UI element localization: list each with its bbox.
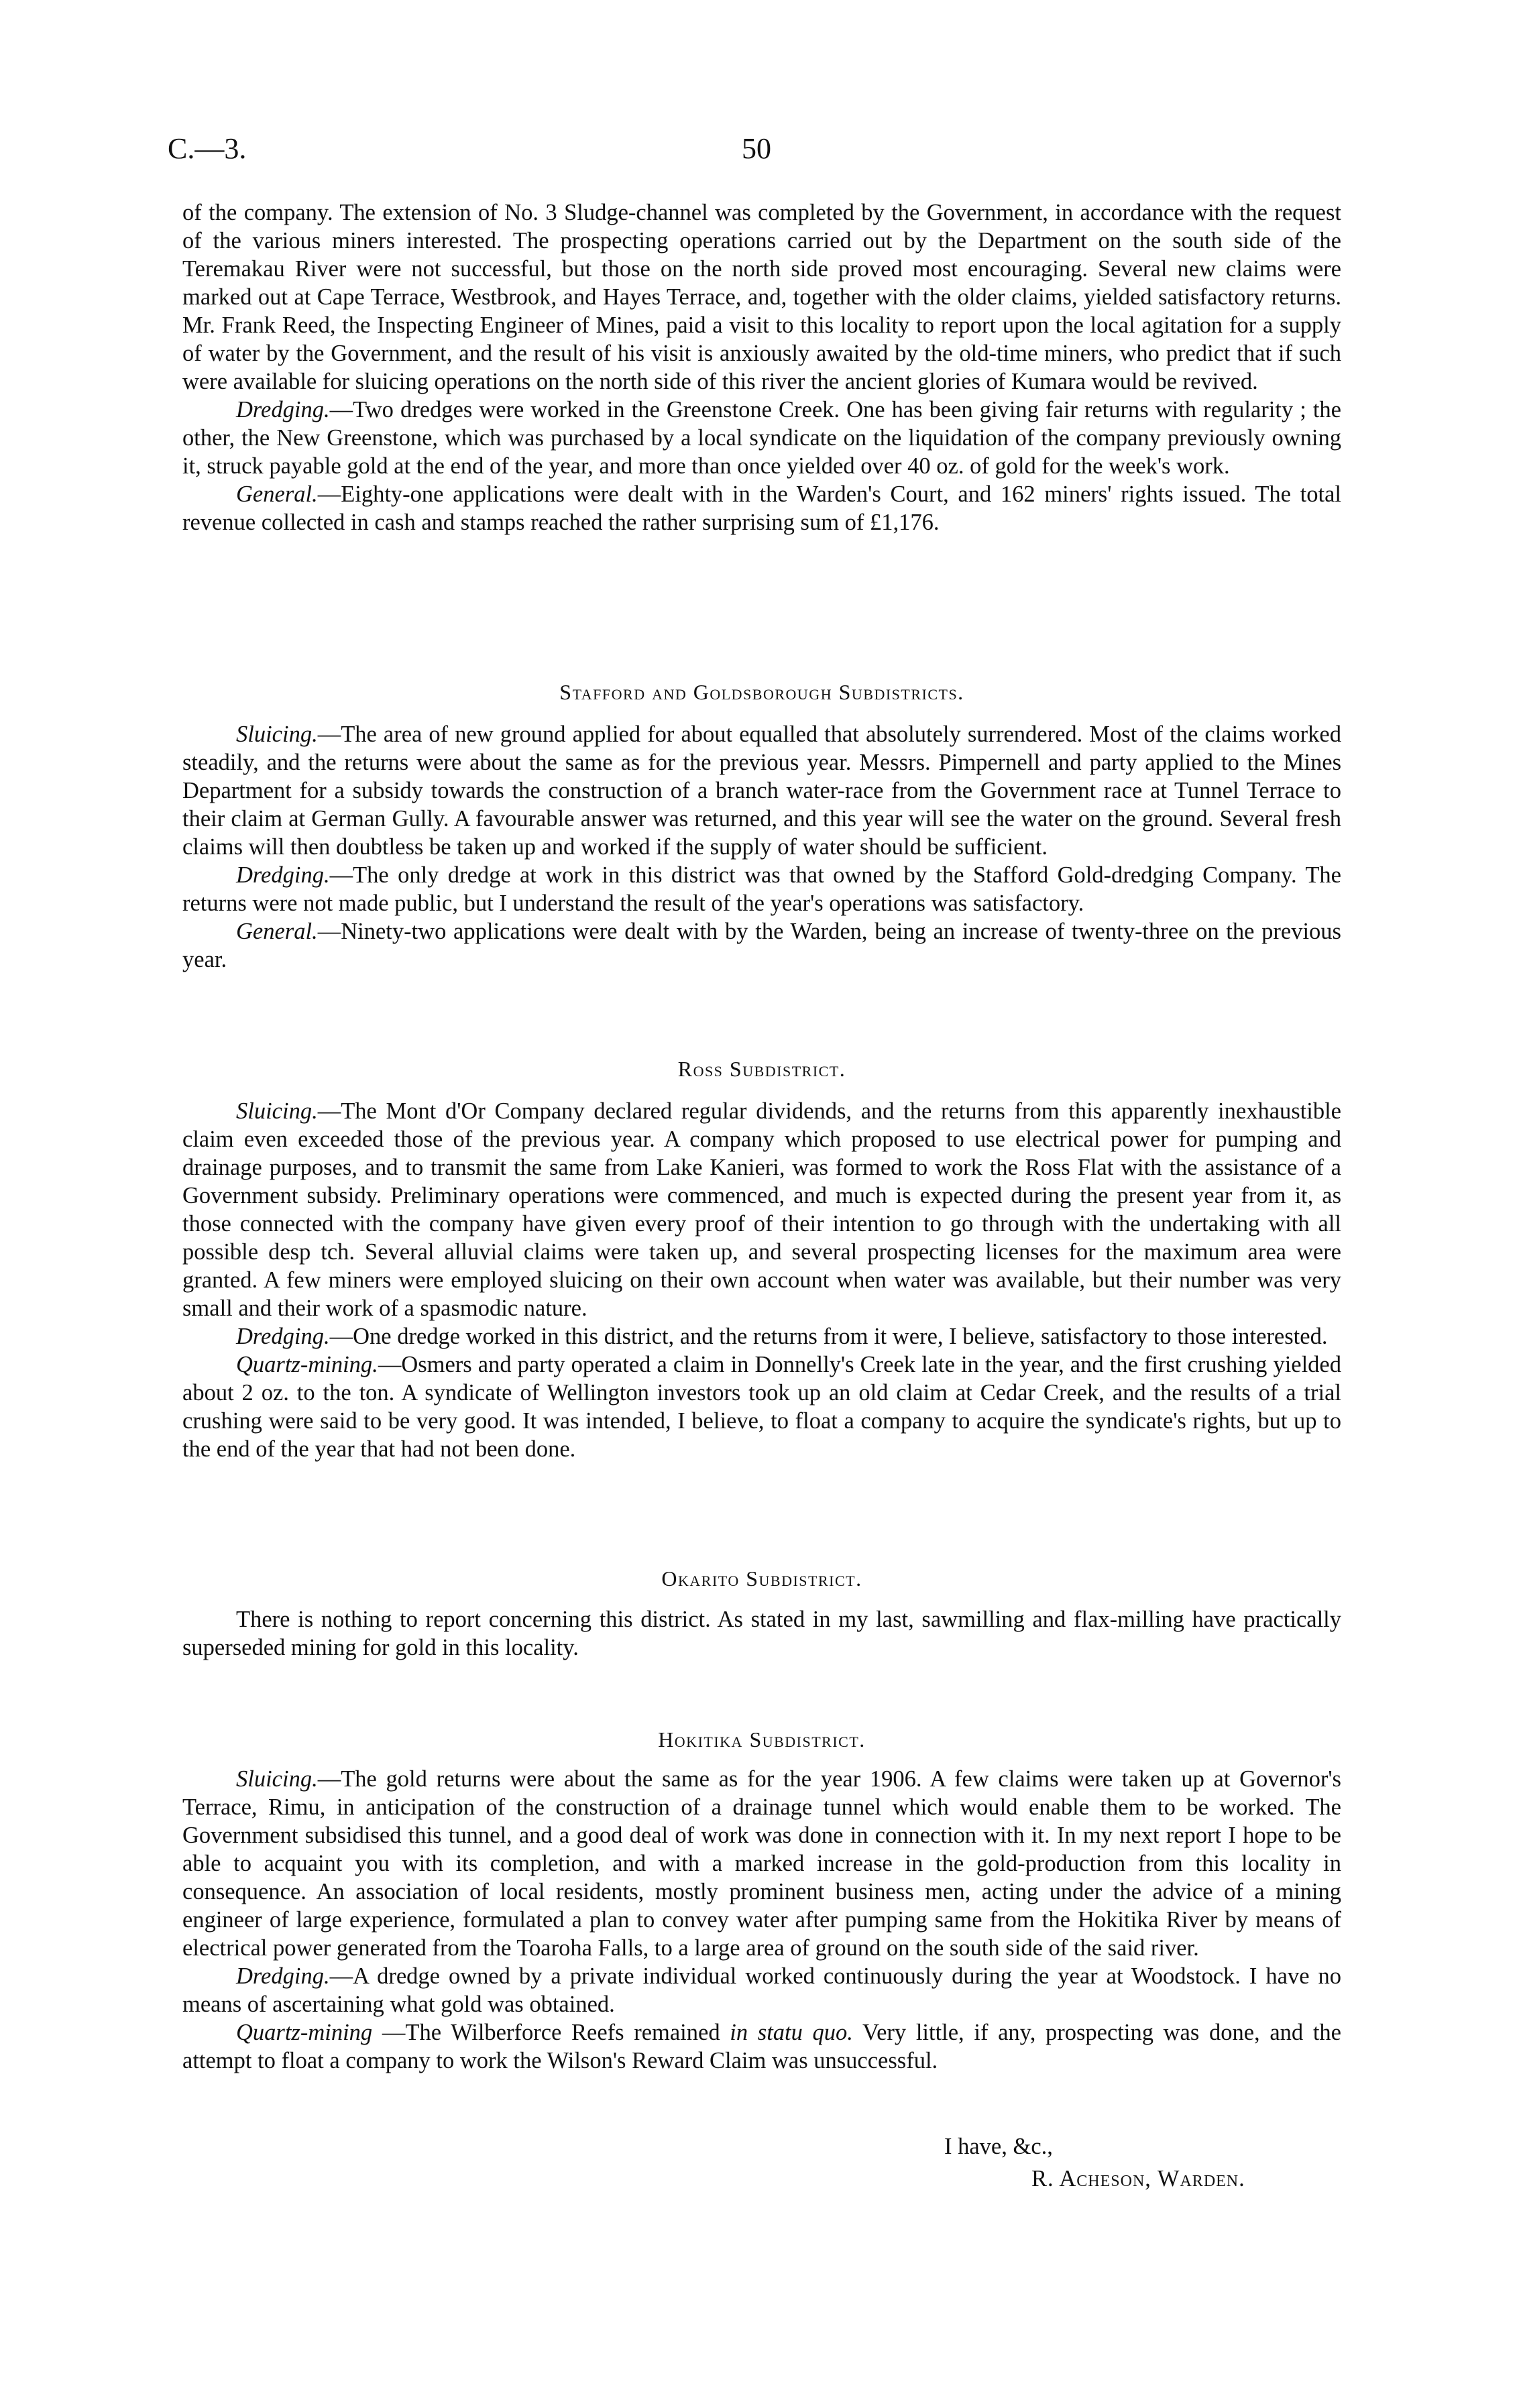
general-label: General.	[236, 919, 318, 944]
stafford-sluicing-paragraph	[182, 720, 1341, 861]
quartz-mining-text: —Osmers and party operated a claim in Donnelly's Creek late in the year, and the first crushing yielded about 2 oz. to the ton. A syndicate of Wellington investors took up an old claim at Cedar Creek, and the results of a trial crushing were said to be very good. It was intended, I believe, to float a company to acquire the syndicate's rights, but up to the end of the year that had not been done.	[182, 1352, 1341, 1462]
ross-sluicing-paragraph	[182, 1097, 1341, 1322]
stafford-section-title: Stafford and Goldsborough Subdistricts.	[559, 680, 964, 704]
intro-section	[182, 198, 1341, 536]
dredging-text: —Two dredges were worked in the Greenstone Creek. One has been giving fair returns with regularity ; the other, the New Greenstone, which was purchased by a local syndicate on the liquidation of the company previously owning it, struck payable gold at the end of the year, and more than once yielded over 40 oz. of gold for the week's work.	[182, 397, 1341, 479]
general-label: General.	[236, 481, 318, 507]
dredging-text: —A dredge owned by a private individual worked continuously during the year at Woodstock. I have no means of ascertaining what gold was obtained.	[182, 1963, 1341, 2017]
okarito-paragraph: There is nothing to report concerning this district. As stated in my last, sawmilling and flax-milling have practically superseded mining for gold in this locality.	[182, 1607, 1341, 1660]
ross-section	[182, 1097, 1341, 1463]
document-code: C.—3.	[168, 132, 247, 165]
sluicing-text: —The gold returns were about the same as for the year 1906. A few claims were taken up at Governor's Terrace, Rimu, in anticipation of the construction of a drainage tunnel which would enable them to be worked. The Government subsidised this tunnel, and a good deal of work was done in connection with it. In my next report I hope to be able to acquaint you with its completion, and with a marked increase in the gold-production from this locality in consequence. An association of local residents, mostly prominent business men, acting under the advice of a mining engineer of large experience, formulated a plan to convey water after pumping same from the Hokitika River by means of electrical power generated from the Toaroha Falls, to a large area of ground on the south side of the said river.	[182, 1766, 1341, 1961]
page-number: 50	[742, 132, 771, 165]
stafford-dredging-paragraph	[182, 861, 1341, 917]
ross-quartz-paragraph	[182, 1351, 1341, 1463]
dredging-label: Dredging.	[236, 397, 330, 422]
signature-name: R. Acheson, Warden.	[1031, 2166, 1245, 2191]
hokitika-quartz-paragraph	[182, 2018, 1341, 2075]
sluicing-text: —The area of new ground applied for about equalled that absolutely surrendered. Most of the claims worked steadily, and the returns were about the same as for the previous year. Messrs. Pimpernell and party applied to the Mines Department for a subsidy towards the construction of a branch water-race from the Government race at Tunnel Terrace to their claim at German Gully. A favourable answer was returned, and this year will see the water on the ground. Several fresh claims will then doubtless be taken up and worked if the supply of water should be sufficient.	[182, 722, 1341, 860]
dredging-text: —One dredge worked in this district, and the returns from it were, I believe, satisfactory to those interested.	[329, 1324, 1328, 1349]
hokitika-section	[182, 1765, 1341, 2075]
stafford-general-paragraph	[182, 917, 1341, 974]
dredging-text: —The only dredge at work in this district was that owned by the Stafford Gold-dredging Company. The returns were not made public, but I understand the result of the year's operations was satisfactory.	[182, 862, 1341, 916]
quartz-mining-label: Quartz-mining.	[236, 1352, 378, 1377]
hokitika-section-title: Hokitika Subdistrict.	[658, 1727, 866, 1752]
okarito-section	[182, 1605, 1341, 1662]
quartz-mining-italic: in statu quo.	[730, 2020, 853, 2045]
quartz-mining-label: Quartz-mining	[236, 2020, 373, 2045]
stafford-section	[182, 720, 1341, 974]
dredging-label: Dredging.	[236, 862, 330, 888]
hokitika-sluicing-paragraph	[182, 1765, 1341, 1962]
ross-dredging-paragraph	[182, 1322, 1341, 1351]
intro-general-paragraph	[182, 480, 1341, 536]
sluicing-label: Sluicing.	[236, 1766, 318, 1792]
intro-dredging-paragraph	[182, 396, 1341, 480]
okarito-section-title: Okarito Subdistrict.	[661, 1566, 862, 1591]
general-text: —Ninety-two applications were dealt with by the Warden, being an increase of twenty-three on the previous year.	[182, 919, 1341, 972]
sluicing-label: Sluicing.	[236, 1098, 318, 1124]
dredging-label: Dredging.	[236, 1324, 330, 1349]
quartz-mining-text-b: Very little, if any, prospecting was done, and the attempt to float a company to work the Wilson's Reward Claim was unsuccessful.	[182, 2020, 1341, 2073]
sluicing-text: —The Mont d'Or Company declared regular dividends, and the returns from this apparently inexhaustible claim even exceeded those of the previous year. A company which proposed to use electrical power for pumping and drainage purposes, and to transmit the same from Lake Kanieri, was formed to work the Ross Flat with the assistance of a Government subsidy. Preliminary operations were commenced, and much is expected during the present year from it, as those connected with the company have given every proof of their intention to go through with the undertaking with all possible desp tch. Several alluvial claims were taken up, and several prospecting licenses for the maximum area were granted. A few miners were employed sluicing on their own account when water was available, but their number was very small and their work of a spasmodic nature.	[182, 1098, 1341, 1321]
ross-section-title: Ross Subdistrict.	[677, 1057, 846, 1081]
dredging-label: Dredging.	[236, 1963, 330, 1989]
sluicing-label: Sluicing.	[236, 722, 318, 747]
quartz-mining-text-a: —The Wilberforce Reefs remained	[372, 2020, 730, 2045]
hokitika-dredging-paragraph	[182, 1962, 1341, 2018]
signature-closing: I have, &c.,	[944, 2134, 1053, 2159]
intro-paragraph: of the company. The extension of No. 3 Sludge-channel was completed by the Government, in accordance with the request of the various miners interested. The prospecting operations carried out by the Department on the south side of the Teremakau River were not successful, but those on the north side proved most encouraging. Several new claims were marked out at Cape Terrace, Westbrook, and Hayes Terrace, and, together with the older claims, yielded satisfactory returns. Mr. Frank Reed, the Inspecting Engineer of Mines, paid a visit to this locality to report upon the local agitation for a supply of water by the Government, and the result of his visit is anxiously awaited by the old-time miners, who predict that if such were available for sluicing operations on the north side of this river the ancient glories of Kumara would be revived.	[182, 200, 1341, 394]
general-text: —Eighty-one applications were dealt with in the Warden's Court, and 162 miners' rights issued. The total revenue collected in cash and stamps reached the rather surprising sum of £1,176.	[182, 481, 1341, 535]
